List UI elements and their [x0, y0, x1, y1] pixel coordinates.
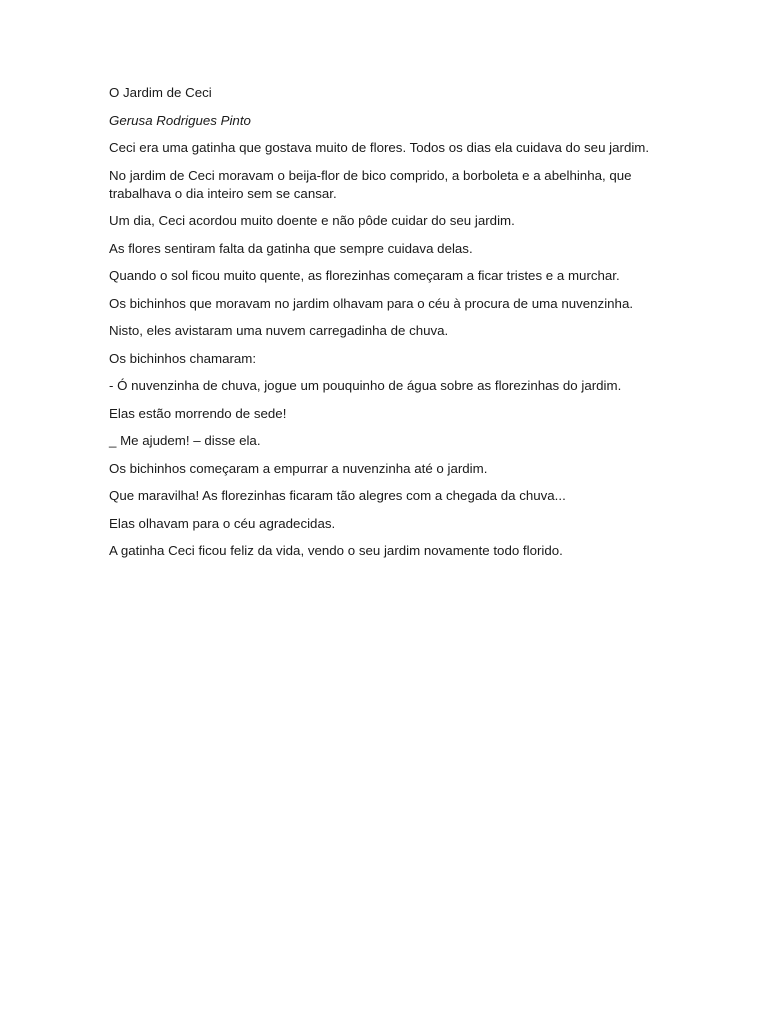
- paragraph: Quando o sol ficou muito quente, as florezinhas começaram a ficar tristes e a murchar.: [109, 268, 620, 283]
- paragraph: Nisto, eles avistaram uma nuvem carregadinha de chuva.: [109, 323, 449, 338]
- paragraph: Elas estão morrendo de sede!: [109, 405, 287, 421]
- paragraph: Os bichinhos que moravam no jardim olhavam para o céu à procura de uma nuvenzinha.: [109, 295, 634, 311]
- document-body: [109, 84, 669, 570]
- paragraph: Os bichinhos chamaram:: [109, 350, 257, 366]
- paragraph: A gatinha Ceci ficou feliz da vida, vendo o seu jardim novamente todo florido.: [109, 543, 563, 558]
- paragraph: - Ó nuvenzinha de chuva, jogue um pouquinho de água sobre as florezinhas do jardim.: [109, 378, 622, 393]
- paragraph: Elas olhavam para o céu agradecidas.: [109, 515, 336, 531]
- paragraph: As flores sentiram falta da gatinha que sempre cuidava delas.: [109, 240, 473, 256]
- paragraph-block: [109, 167, 669, 203]
- document-title: O Jardim de Ceci: [109, 85, 212, 100]
- document-author: Gerusa Rodrigues Pinto: [109, 112, 251, 128]
- paragraph-line: No jardim de Ceci moravam o beija-flor de bico comprido, a borboleta e a abelhinha, que: [109, 167, 632, 183]
- paragraph: Os bichinhos começaram a empurrar a nuvenzinha até o jardim.: [109, 460, 488, 476]
- paragraph: Um dia, Ceci acordou muito doente e não pôde cuidar do seu jardim.: [109, 213, 515, 228]
- paragraph-line: trabalhava o dia inteiro sem se cansar.: [109, 185, 337, 201]
- paragraph: _ Me ajudem! – disse ela.: [109, 433, 261, 448]
- paragraph: Que maravilha! As florezinhas ficaram tão alegres com a chegada da chuva...: [109, 488, 566, 503]
- paragraph: Ceci era uma gatinha que gostava muito de flores. Todos os dias ela cuidava do seu jardim.: [109, 140, 650, 155]
